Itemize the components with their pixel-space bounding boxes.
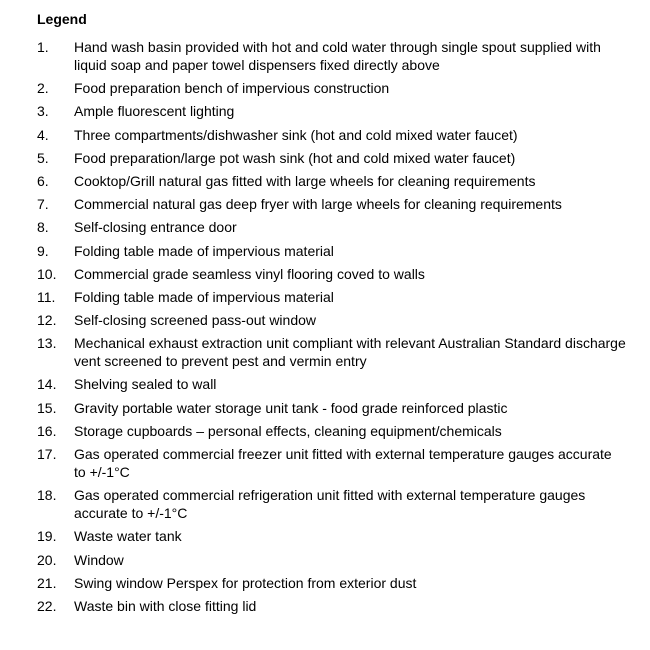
legend-item-number: 8. [37,219,49,236]
legend-item-text: Shelving sealed to wall [74,376,217,393]
legend-item [37,375,627,393]
legend-item-text: Window [74,551,124,568]
legend-item-number: 6. [37,172,49,189]
legend-item-number: 3. [37,103,49,120]
legend [37,11,627,620]
legend-item [37,422,627,440]
legend-item-text: Hand wash basin provided with hot and cold water through single spout supplied with liquid soap and paper towel dispensers fixed directly above [74,39,601,73]
legend-item-text: Food preparation bench of impervious construction [74,80,390,97]
legend-item [37,218,627,236]
legend-item-text: Gas operated commercial freezer unit fitted with external temperature gauges accurate to +/-1°C [74,446,612,480]
legend-item [37,311,627,329]
legend-item-text: Waste water tank [74,528,182,545]
legend-item-number: 5. [37,149,49,166]
legend-item-number: 9. [37,242,49,259]
legend-item-text: Self-closing screened pass-out window [74,312,317,329]
legend-item-number: 10. [37,265,57,282]
legend-item [37,149,627,167]
legend-item-number: 4. [37,126,49,143]
legend-item [37,102,627,120]
legend-item-number: 13. [37,335,57,352]
legend-item-text: Ample fluorescent lighting [74,103,235,120]
legend-item-number: 15. [37,399,57,416]
legend-item-number: 19. [37,528,57,545]
legend-item-text: Commercial grade seamless vinyl flooring coved to walls [74,265,425,282]
legend-item-text: Cooktop/Grill natural gas fitted with large wheels for cleaning requirements [74,172,536,189]
legend-item-text: Swing window Perspex for protection from exterior dust [74,574,417,591]
legend-item [37,79,627,97]
legend-item-number: 14. [37,376,57,393]
legend-item-number: 16. [37,422,57,439]
legend-item [37,265,627,283]
legend-item [37,334,627,370]
legend-item [37,527,627,545]
legend-item [37,486,627,522]
legend-item-text: Gravity portable water storage unit tank - food grade reinforced plastic [74,399,508,416]
legend-item-text: Commercial natural gas deep fryer with large wheels for cleaning requirements [74,196,562,213]
legend-item [37,172,627,190]
legend-item [37,195,627,213]
legend-item [37,399,627,417]
legend-item [37,288,627,306]
legend-item-text: Gas operated commercial refrigeration unit fitted with external temperature gauges accurate to +/-1°C [74,487,586,522]
legend-item-text: Mechanical exhaust extraction unit compliant with relevant Australian Standard discharge vent screened to prevent pest and vermin entry [74,335,626,370]
legend-item-number: 22. [37,597,57,614]
legend-item [37,551,627,569]
legend-item-number: 18. [37,487,57,504]
legend-item-text: Folding table made of impervious material [74,288,334,305]
legend-item-number: 12. [37,312,57,329]
legend-item [37,242,627,260]
legend-item-text: Storage cupboards – personal effects, cleaning equipment/chemicals [74,422,502,439]
legend-list [37,38,627,615]
legend-title: Legend [37,11,87,27]
legend-item-text: Food preparation/large pot wash sink (hot and cold mixed water faucet) [74,149,516,166]
legend-item [37,445,627,481]
legend-item-number: 17. [37,446,57,462]
legend-item-number: 1. [37,39,49,55]
legend-item-text: Self-closing entrance door [74,219,237,236]
legend-item [37,126,627,144]
legend-item-number: 7. [37,196,49,213]
legend-item [37,38,627,74]
legend-item-text: Folding table made of impervious material [74,242,334,259]
legend-item-text: Waste bin with close fitting lid [74,597,257,614]
legend-item-text: Three compartments/dishwasher sink (hot and cold mixed water faucet) [74,126,518,143]
legend-item [37,574,627,592]
legend-item [37,597,627,615]
legend-item-number: 11. [37,288,56,305]
legend-item-number: 21. [37,574,57,591]
legend-item-number: 20. [37,551,57,568]
legend-item-number: 2. [37,80,49,97]
